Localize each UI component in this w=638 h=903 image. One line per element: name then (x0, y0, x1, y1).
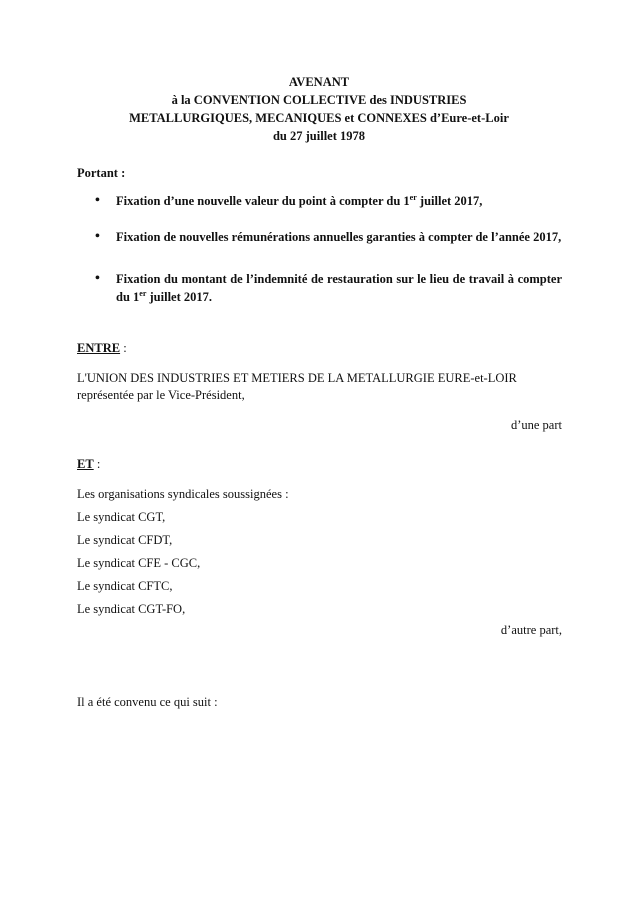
org-item: Le syndicat CFDT, (77, 533, 173, 547)
entre-label: ENTRE (77, 341, 121, 355)
document-title (0, 73, 638, 145)
org-item: Le syndicat CFTC, (77, 579, 173, 593)
entre-sep: : (120, 341, 127, 355)
convenu-line: Il a été convenu ce qui suit : (77, 695, 218, 709)
portant-heading: Portant : (77, 166, 126, 180)
bullet-1-tail: juillet 2017, (416, 194, 483, 208)
union-line-2: représentée par le Vice-Président, (77, 388, 245, 402)
bullet-3-tail: juillet 2017. (146, 290, 213, 304)
bullet-2-text: Fixation de nouvelles rémunérations annuelles garanties à compter de l’année 2017, (116, 230, 562, 244)
title-line-2: à la CONVENTION COLLECTIVE des INDUSTRIES (171, 93, 467, 107)
bullet-3-sup: er (139, 289, 147, 298)
et-label: ET (77, 457, 94, 471)
bullet-item-point-value (116, 192, 562, 210)
bullet-3-text: Fixation du montant de l’indemnité de restauration sur le lieu de travail à compter du 1 (116, 272, 562, 304)
org-item: Le syndicat CFE - CGC, (77, 556, 201, 570)
entre-heading (77, 339, 127, 357)
bullet-item-restauration (116, 270, 562, 306)
org-item: Le syndicat CGT-FO, (77, 602, 186, 616)
bullet-item-remunerations (116, 228, 562, 246)
orgs-intro: Les organisations syndicales soussignées : (77, 487, 289, 501)
org-item: Le syndicat CGT, (77, 510, 166, 524)
title-line-3: METALLURGIQUES, MECANIQUES et CONNEXES d’Eure-et-Loir (129, 111, 509, 125)
first-party-label: d’une part (510, 418, 562, 432)
title-line-1: AVENANT (288, 75, 350, 89)
second-party-label: d’autre part, (500, 623, 562, 637)
title-line-4: du 27 juillet 1978 (272, 129, 366, 143)
union-line-1: L'UNION DES INDUSTRIES ET METIERS DE LA METALLURGIE EURE-et-LOIR (77, 371, 517, 385)
et-sep: : (93, 457, 101, 471)
et-heading (77, 455, 100, 473)
bullet-1-text: Fixation d’une nouvelle valeur du point à compter du 1 (116, 194, 410, 208)
bullet-1-sup: er (409, 193, 417, 202)
